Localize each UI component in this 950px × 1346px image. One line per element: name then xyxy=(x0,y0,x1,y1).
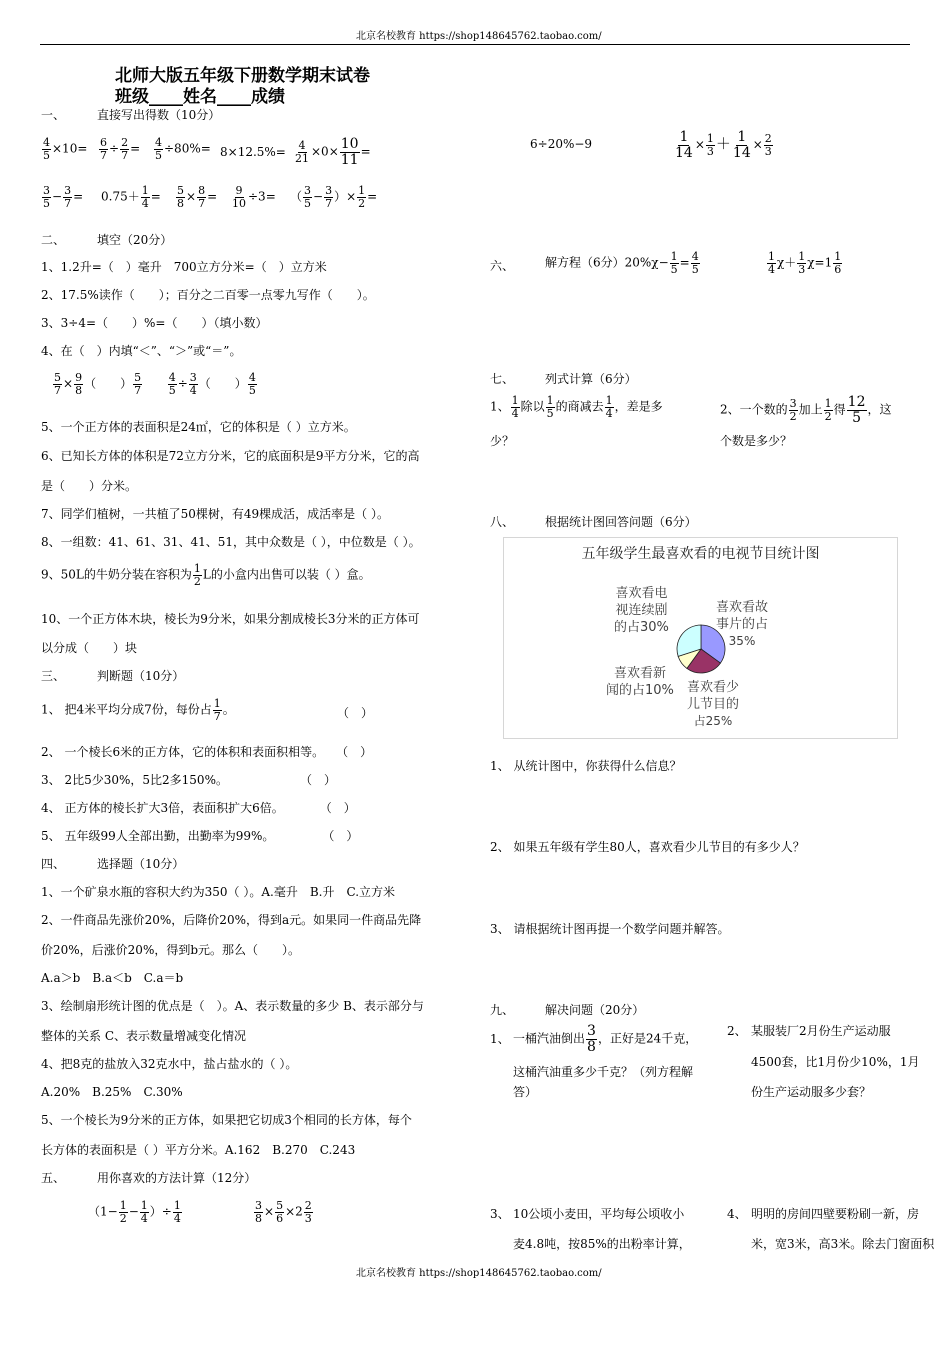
s1-row1b: $\frac{6}{7}$ ÷ $\frac{2}{7}$ = xyxy=(100,136,141,162)
fraction: $\frac{1}{2}$ xyxy=(824,397,832,423)
s2-q8: 8、一组数：41、61、31、41、51，其中众数是（ ），中位数是（ ）。 xyxy=(41,535,421,549)
fraction: $\frac{3}{5}$ xyxy=(304,184,312,210)
s2-q1: 1、1.2升=（ ）毫升 700立方分米=（ ）立方米 xyxy=(41,260,327,274)
s9-q2-num: 2、 xyxy=(727,1024,747,1038)
s9-title: 解决问题（20分） xyxy=(545,1003,645,1017)
s9-q2-line3: 份生产运动服多少套？ xyxy=(751,1085,872,1099)
s2-q5: 5、一个正方体的表面积是24㎡，它的体积是（ ）立方米。 xyxy=(41,420,356,434)
s7-q1: 1、 $\frac{1}{4}$ 除以 $\frac{1}{5}$ 的商减去 $\frac{1}{4}$ ，差是多 xyxy=(490,394,663,420)
s9-q3-line1: 10公顷小麦田，平均每公顷收小 xyxy=(513,1207,685,1221)
s7-q2-cont: 个数是多少？ xyxy=(720,434,793,448)
s5-expr2: $\frac{3}{8}$ × $\frac{5}{6}$ ×2 $\frac{2}{3}$ xyxy=(255,1199,312,1225)
page-title: 北师大版五年级下册数学期末试卷 xyxy=(115,66,370,86)
s1-row2b: 0.75＋ $\frac{1}{4}$ = xyxy=(101,184,161,210)
s9-q1-line3: 答） xyxy=(513,1085,538,1099)
label-childrens-programs: 喜欢看少 儿节目的 占25% xyxy=(687,680,740,728)
s8-title: 根据统计图回答问题（6分） xyxy=(545,515,697,529)
s3-label: 三、 xyxy=(41,669,66,683)
s2-q2: 2、17.5%读作（ ）；百分之二百零一点零九写作（ ）。 xyxy=(41,288,375,302)
s1-title: 直接写出得数（10分） xyxy=(97,108,221,122)
s3-q1-paren: （ ） xyxy=(337,706,374,720)
s2-q4: 4、在（ ）内填“＜”、“＞”或“＝”。 xyxy=(41,344,242,358)
s6-eq2: $\frac{1}{4}$ χ＋ $\frac{1}{3}$ χ=1 $\frac{1}{6}$ xyxy=(768,250,842,276)
fraction: $\frac{1}{4}$ xyxy=(141,184,149,210)
fraction: $\frac{3}{4}$ xyxy=(189,371,197,397)
fraction: $\frac{1}{5}$ xyxy=(546,394,554,420)
s3-q1: 1、 把4米平均分成7份，每份占 $\frac{1}{7}$ 。 xyxy=(41,697,235,723)
fraction: $\frac{9}{10}$ xyxy=(232,184,246,210)
s8-q3: 3、 请根据统计图再提一个数学问题并解答。 xyxy=(490,922,730,936)
fraction: $\frac{1}{4}$ xyxy=(605,394,613,420)
s4-q1: 1、一个矿泉水瓶的容积大约为350（ ）。A.毫升 B.升 C.立方米 xyxy=(41,885,396,899)
s4-q2a: 2、一件商品先涨价20%，后降价20%，得到a元。如果同一件商品先降 xyxy=(41,913,422,927)
s6-label: 六、 xyxy=(490,259,515,273)
fraction: $\frac{1}{3}$ xyxy=(706,132,714,158)
s1-row1c: $\frac{4}{5}$ ÷80%= xyxy=(155,136,211,162)
s9-q1-line2: 这桶汽油重多少千克？（列方程解 xyxy=(513,1065,694,1079)
fraction: $\frac{5}{8}$ xyxy=(177,184,184,210)
fraction: $\frac{1}{7}$ xyxy=(213,697,221,723)
s1-row2c: $\frac{5}{8}$ × $\frac{8}{7}$ = xyxy=(177,184,218,210)
fraction: $\frac{4}{5}$ xyxy=(168,371,176,397)
label-tv-series: 喜欢看电 视连续剧 的占30% xyxy=(614,586,669,635)
fraction: $\frac{1}{4}$ xyxy=(511,394,519,420)
page-footer: 北京名校教育 https://shop148645762.taobao.com/ xyxy=(356,1268,602,1279)
s8-q1: 1、 从统计图中，你获得什么信息？ xyxy=(490,759,682,773)
fraction: $\frac{6}{7}$ xyxy=(100,136,107,162)
s2-q7: 7、同学们植树，一共植了50棵树，有49棵成活，成活率是（ ）。 xyxy=(41,507,389,521)
s1-row2: $\frac{3}{5}$ − $\frac{3}{7}$ = xyxy=(43,184,84,210)
s9-q4-line1: 明明的房间四壁要粉刷一新，房 xyxy=(751,1207,920,1221)
fraction: $\frac{1}{4}$ xyxy=(140,1199,148,1225)
fraction: $\frac{1}{6}$ xyxy=(834,250,842,276)
s4-q3b: 整体的关系 C、表示数量增减变化情况 xyxy=(41,1029,246,1043)
label-news: 喜欢看新 闻的占10% xyxy=(606,666,674,698)
s4-q4a: 4、把8克的盐放入32克水中，盐占盐水的（ ）。 xyxy=(41,1057,298,1071)
fraction: $\frac{1}{5}$ xyxy=(670,250,678,276)
fraction: $\frac{4}{21}$ xyxy=(295,139,309,165)
s2-q10b: 以分成（ ）块 xyxy=(41,641,138,655)
chart-title: 五年级学生最喜欢看的电视节目统计图 xyxy=(581,546,820,562)
fraction: $\frac{4}{5}$ xyxy=(248,371,256,397)
s1-row1d: 8×12.5%= xyxy=(220,145,286,159)
s9-label: 九、 xyxy=(490,1003,515,1017)
s9-q2-line2: 4500套，比1月份少10%，1月 xyxy=(751,1055,920,1069)
s1-label: 一、 xyxy=(41,108,66,122)
s7-q2: 2、一个数的 $\frac{3}{2}$ 加上 $\frac{1}{2}$ 得 $\frac{12}{5}$ ，这 xyxy=(720,394,892,426)
s6-eq1: 解方程（6分）20%χ− $\frac{1}{5}$ = $\frac{4}{5}$ xyxy=(545,250,699,276)
fraction: $\frac{3}{5}$ xyxy=(43,184,50,210)
s9-q1-num: 1、 xyxy=(490,1032,510,1046)
s8-q2: 2、 如果五年级有学生80人，喜欢看少儿节目的有多少人？ xyxy=(490,840,805,854)
fraction: $\frac{1}{2}$ xyxy=(119,1199,127,1225)
s9-q4-clip xyxy=(751,1203,950,1263)
s2-q6b: 是（ ）分米。 xyxy=(41,479,138,493)
fraction: $\frac{3}{7}$ xyxy=(64,184,72,210)
fraction: $\frac{8}{7}$ xyxy=(198,184,206,210)
s1-right-a: 6÷20%−9 xyxy=(530,137,593,151)
s1-row1: $\frac{4}{5}$ ×10= xyxy=(43,136,88,162)
s4-q4b: A.20% B.25% C.30% xyxy=(41,1085,183,1099)
class-name-score: 班级____姓名____成绩 xyxy=(115,87,285,107)
fraction: $\frac{5}{6}$ xyxy=(276,1199,284,1225)
s4-q5b: 长方体的表面积是（ ）平方分米。A.162 B.270 C.243 xyxy=(41,1143,356,1157)
s5-label: 五、 xyxy=(41,1171,66,1185)
pie-chart xyxy=(503,537,898,739)
fraction: $\frac{5}{7}$ xyxy=(54,371,61,397)
label-story-films: 喜欢看故 事片的占 35% xyxy=(716,600,769,648)
fraction: $\frac{4}{5}$ xyxy=(155,136,162,162)
s1-row2d: $\frac{9}{10}$ ÷3= xyxy=(232,184,276,210)
fraction: $\frac{2}{7}$ xyxy=(121,136,129,162)
fraction: $\frac{4}{5}$ xyxy=(691,250,699,276)
fraction: $\frac{1}{3}$ xyxy=(798,250,806,276)
fraction: $\frac{1}{14}$ xyxy=(732,129,751,161)
s3-q5: 5、 五年级99人全部出勤，出勤率为99%。 （ ） xyxy=(41,829,359,843)
fraction: $\frac{1}{2}$ xyxy=(358,184,366,210)
s4-q3a: 3、绘制扇形统计图的优点是（ ）。A、表示数量的多少 B、表示部分与 xyxy=(41,999,424,1013)
s4-q2c: A.a＞b B.a＜b C.a＝b xyxy=(41,971,184,985)
fraction: $\frac{10}{11}$ xyxy=(340,136,359,168)
fraction: $\frac{2}{3}$ xyxy=(304,1199,312,1225)
s2-q3: 3、3÷4=（ ）%=（ ）（填小数） xyxy=(41,316,268,330)
s3-title: 判断题（10分） xyxy=(97,669,185,683)
s9-q2-line1: 某服装厂2月份生产运动服 xyxy=(751,1024,891,1038)
s8-label: 八、 xyxy=(490,515,515,529)
s4-label: 四、 xyxy=(41,857,66,871)
s1-right-b: $\frac{1}{14}$ × $\frac{1}{3}$ ＋ $\frac{1}{14}$ × $\frac{2}{3}$ xyxy=(675,129,772,161)
s3-q3: 3、 2比5少30%，5比2多150%。 （ ） xyxy=(41,773,336,787)
fraction: $\frac{3}{2}$ xyxy=(789,397,797,423)
fraction: $\frac{3}{7}$ xyxy=(325,184,333,210)
fraction: $\frac{5}{7}$ xyxy=(134,371,142,397)
s4-title: 选择题（10分） xyxy=(97,857,185,871)
s2-q10a: 10、一个正方体木块，棱长为9分米，如果分割成棱长3分米的正方体可 xyxy=(41,612,420,626)
s5-title: 用你喜欢的方法计算（12分） xyxy=(97,1171,257,1185)
s1-row1e: $\frac{4}{21}$ ×0× $\frac{10}{11}$ = xyxy=(295,136,371,168)
s9-q3-num: 3、 xyxy=(490,1207,510,1221)
fraction: $\frac{2}{3}$ xyxy=(764,132,772,158)
s2-q9: 9、50L的牛奶分装在容积为 $\frac{1}{2}$ L的小盒内出售可以装（ ）盒。 xyxy=(41,562,371,588)
s2-q4-exprs: $\frac{5}{7}$ × $\frac{9}{8}$ （ ） $\frac{5}{7}$ $\frac{4}{5}$ ÷ $\frac{3}{4}$ （ ） $\frac{4}{5}$ xyxy=(54,371,256,397)
fraction: $\frac{9}{8}$ xyxy=(75,371,83,397)
page-header: 北京名校教育 https://shop148645762.taobao.com/ xyxy=(356,31,602,42)
s4-q2b: 价20%，后涨价20%，得到b元。那么（ ）。 xyxy=(41,943,301,957)
s4-q5a: 5、一个棱长为9分米的正方体，如果把它切成3个相同的长方体，每个 xyxy=(41,1113,412,1127)
s7-q1-cont: 少？ xyxy=(490,434,515,448)
s7-title: 列式计算（6分） xyxy=(545,372,637,386)
s9-q3-line2: 麦4.8吨，按85%的出粉率计算， xyxy=(513,1237,691,1251)
s9-q1-line1: 一桶汽油倒出 $\frac{3}{8}$ ，正好是24千克， xyxy=(513,1023,698,1055)
s2-label: 二、 xyxy=(41,233,66,247)
s5-expr1: （1− $\frac{1}{2}$ − $\frac{1}{4}$ ）÷ $\frac{1}{4}$ xyxy=(88,1199,181,1225)
s1-row2e: （ $\frac{3}{5}$ − $\frac{3}{7}$ ）× $\frac{1}{2}$ = xyxy=(290,184,378,210)
s2-title: 填空（20分） xyxy=(97,233,173,247)
fraction: $\frac{1}{4}$ xyxy=(173,1199,181,1225)
fraction: $\frac{1}{14}$ xyxy=(675,129,693,161)
s3-q4: 4、 正方体的棱长扩大3倍，表面积扩大6倍。 （ ） xyxy=(41,801,356,815)
fraction: $\frac{3}{8}$ xyxy=(587,1023,596,1055)
header-rule xyxy=(40,44,910,45)
fraction: $\frac{1}{4}$ xyxy=(768,250,775,276)
fraction: $\frac{3}{8}$ xyxy=(255,1199,262,1225)
fraction: $\frac{4}{5}$ xyxy=(43,136,50,162)
fraction: $\frac{12}{5}$ xyxy=(847,394,866,426)
s2-q6a: 6、已知长方体的体积是72立方分米，它的底面积是9平方分米，它的高 xyxy=(41,449,420,463)
s9-q4-num: 4、 xyxy=(727,1207,747,1221)
fraction: $\frac{1}{2}$ xyxy=(193,562,201,588)
s3-q2: 2、 一个棱长6米的正方体，它的体积和表面积相等。 （ ） xyxy=(41,745,373,759)
s9-q4-line2: 米，宽3米，高3米。除去门窗面积 xyxy=(751,1237,935,1251)
s7-label: 七、 xyxy=(490,372,515,386)
